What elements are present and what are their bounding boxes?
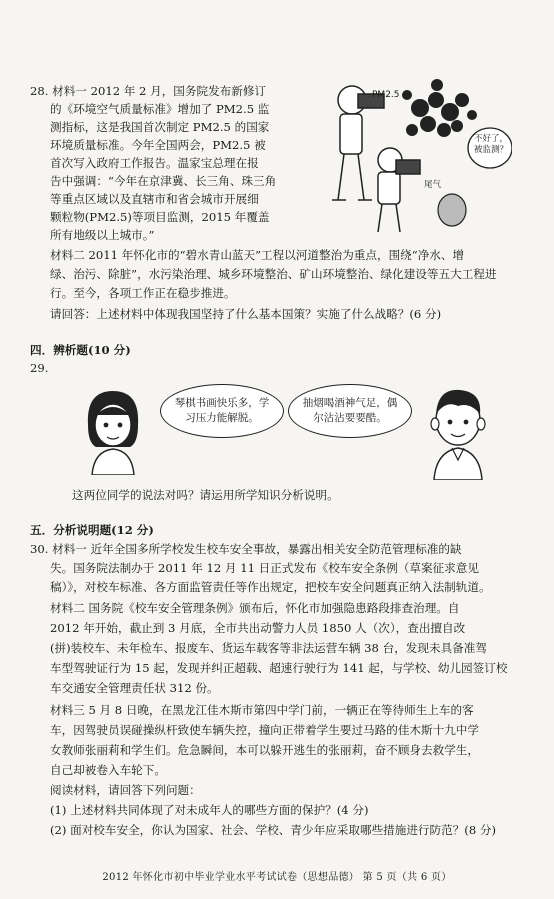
q28-line-4: 环境质量标准。今年全国两会，PM2.5 被 [50,138,266,152]
q28-line-2: 的《环境空气质量标准》增加了 PM2.5 监 [50,102,270,116]
pm25-cartoon [312,60,512,245]
q28-line-6: 告中强调：“今年在京津冀、长三角、珠三角 [50,174,277,188]
q30-line-1: 30. 材料一 近年全国多所学校发生校车安全事故，暴露出相关安全防范管理标准的缺 [30,542,462,556]
cartoon-exhaust-label: 尾气 [424,180,442,190]
q30-line-4: 材料二 国务院《校车安全管理条例》颁布后，怀化市加强隐患路段排查治理。自 [50,601,460,615]
q28-line-9: 所有地级以上城市。” [50,228,155,242]
q28-line-8: 颗粒物(PM2.5)等项目监测，2015 年覆盖 [50,210,270,224]
q30-line-8: 车交通安全管理责任状 312 份。 [50,681,219,695]
q30-subquestion-2: (2) 面对校车安全，你认为国家、社会、学校、青少年应采取哪些措施进行防范？(8 分) [50,823,496,837]
pm25-label: PM2.5 [372,90,400,100]
q30-line-12: 自己却被卷入车轮下。 [50,763,166,777]
q28-line-7: 等重点区域以及直辖市和省会城市开展细 [50,192,259,206]
q30-line-6: (拼)装校车、未年检车、报废车、货运车载客等非法运营车辆 38 台，发现未具备准驾 [50,641,487,655]
boy-speech-text: 抽烟喝酒神气足，偶尔沾沾要要酷。 [302,397,398,424]
q28-question: 请回答：上述材料中体现我国坚持了什么基本国策？实施了什么战略？(6 分) [50,307,442,321]
section4-heading: 四．辨析题(10 分) [30,343,131,357]
girl-figure [78,385,148,475]
page-footer: 2012 年怀化市初中毕业学业水平考试试卷（思想品德） 第 5 页（共 6 页） [102,872,452,883]
q29-question: 这两位同学的说法对吗？请运用所学知识分析说明。 [72,488,339,502]
q28-material2-line-2: 绿、治污、除脏”，水污染治理、城乡环境整治、矿山环境整治、绿化建设等五大工程进 [50,267,497,281]
q30-line-9: 材料三 5 月 8 日晚，在黑龙江佳木斯市第四中学门前，一辆正在等待师生上车的客 [50,703,474,717]
q28-line-5: 首次写入政府工作报告。温家宝总理在报 [50,156,259,170]
q29-number: 29. [30,361,49,375]
girl-speech-bubble [160,384,284,438]
section5-heading: 五．分析说明题(12 分) [30,523,154,537]
q28-line-1: 28. 材料一 2012 年 2 月，国务院发布新修订 [30,84,267,98]
q30-line-10: 车，因驾驶员误碰操纵杆致使车辆失控，撞向正带着学生要过马路的佳木斯十九中学 [50,723,479,737]
q30-line-7: 车型驾驶证行为 15 起，发现并纠正超载、超速行驶行为 141 起，与学校、幼儿园签订校 [50,661,508,675]
q30-line-2: 失。国务院法制办于 2011 年 12 月 11 日正式发布《校车安全条例（草案征求意见 [50,561,479,575]
q28-material2-line-1: 材料二 2011 年怀化市的“碧水青山蓝天”工程以河道整治为重点，围绕“净水、增 [50,248,465,262]
girl-speech-text: 琴棋书画快乐多，学习压力能解脱。 [174,397,270,424]
boy-speech-bubble [288,384,412,438]
q30-instruction: 阅读材料，请回答下列问题： [50,783,201,797]
q30-line-11: 女教师张丽莉和学生们。危急瞬间，本可以躲开逃生的张丽莉，奋不顾身去救学生， [50,743,479,757]
boy-figure [420,380,496,480]
q30-line-5: 2012 年开始，截止到 3 月底，全市共出动警力人员 1850 人（次），查出擅自改 [50,621,466,635]
q30-subquestion-1: (1) 上述材料共同体现了对未成年人的哪些方面的保护？(4 分) [50,803,369,817]
q28-material2-line-3: 行。至今，各项工作正在稳步推进。 [50,286,236,300]
q30-line-3: 稿）》，对校车标准、各方面监管责任等作出规定，把校车安全问题真正纳入法制轨道。 [50,580,491,594]
cartoon-bubble-text: 不好了，被监测？ [473,134,508,155]
q28-line-3: 测指标，这是我国首次制定 PM2.5 的国家 [50,120,270,134]
